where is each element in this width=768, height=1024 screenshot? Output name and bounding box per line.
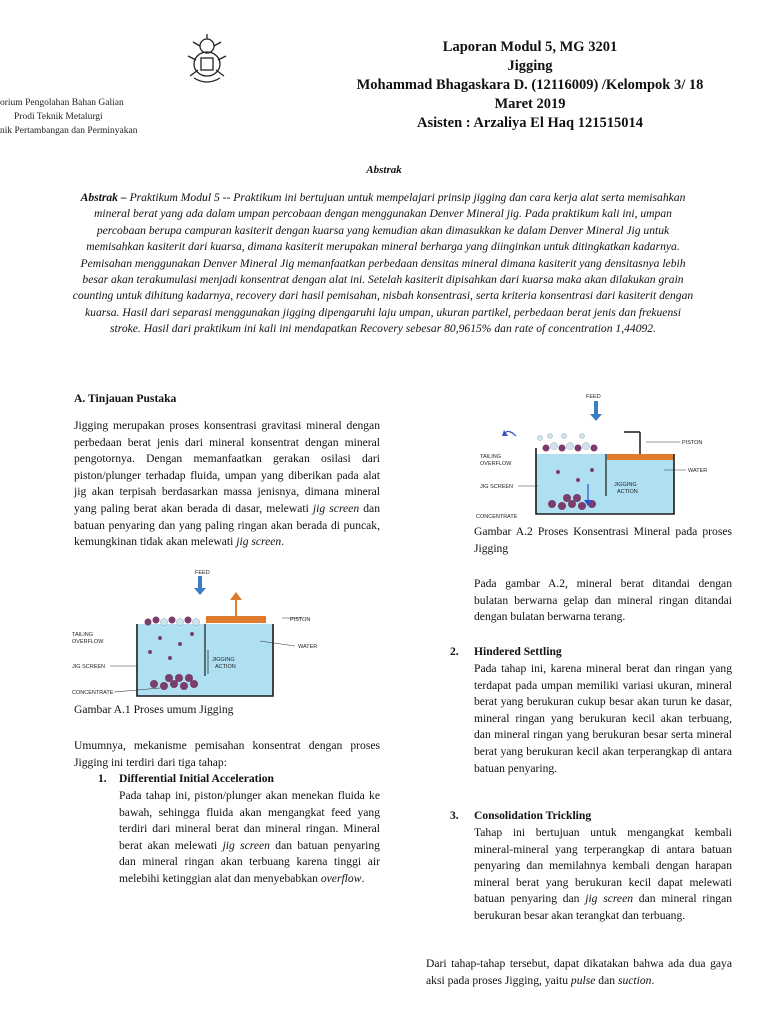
university-logo xyxy=(184,34,230,86)
item1-text: Pada tahap ini, piston/plunger akan menekan fluida ke bawah, sehingga fluida akan mengangkat feed yang terdiri dari mineral berat dan mineral ringan. Mineral berat akan melewati jig screen dan batuan penyaring dan mineral ringan akan terbuang karena tinggi air melebihi ketinggian alat dan menyebabkan overflow. xyxy=(119,789,380,885)
label-overflow: OVERFLOW xyxy=(72,639,104,645)
item2-text: Pada tahap ini, karena mineral berat dan ringan yang terdapat pada umpan memiliki variasi ukuran, mineral berat yang berukuran cukup besar akan turun ke dasar, mineral ringan yang berukuran kecil akan terbuang, dan mineral ringan yang berukuran besar serta mineral berat yang berukuran kecil akan terperangkap di antara batuan penyaring. xyxy=(474,662,732,775)
label-overflow-2: OVERFLOW xyxy=(480,461,512,467)
abstract-lead: Abstrak – xyxy=(80,191,127,204)
figure-a2-diagram xyxy=(474,392,714,522)
piston-2 xyxy=(607,454,673,460)
label-tailing: TAILING xyxy=(72,632,93,638)
author-line: Mohammad Bhagaskara D. (12116009) /Kelompok 3/ 18 xyxy=(356,77,704,93)
piston xyxy=(206,616,266,623)
item1-number: 1. xyxy=(98,772,107,785)
abstract-body xyxy=(72,190,694,338)
item1-title: Differential Initial Acceleration xyxy=(119,772,274,785)
label-feed: FEED xyxy=(195,570,210,576)
feed-arrow xyxy=(194,576,206,595)
assistant-line: Asisten : Arzaliya El Haq 121515014 xyxy=(417,115,643,131)
intro-paragraph: Jigging merupakan proses konsentrasi gravitasi mineral dengan perbedaan berat jenis dari mineral konsentrat dengan mineral pengotornya. Dengan memanfaatkan gerakan osilasi dari piston/plunger terhadap fluida, umpan yang diberikan pada alat jig akan terpisah berdasarkan massa jenisnya, dimana mineral yang paling berat akan berada di dasar, melewati jig screen dan batuan penyaring dan yang paling ringan akan berada di puncak, kemungkinan tidak akan melewati jig screen. xyxy=(74,419,380,549)
label-tailing-2: TAILING xyxy=(480,454,501,460)
figure-a1-caption: Gambar A.1 Proses umum Jigging xyxy=(74,703,234,716)
closing-paragraph: Dari tahap-tahap tersebut, dapat dikatakan bahwa ada dua gaya aksi pada proses Jigging, yaitu pulse dan suction. xyxy=(426,957,732,987)
label-jig-screen: JIG SCREEN xyxy=(72,664,106,670)
item3-number: 3. xyxy=(450,809,459,822)
label-concentrate-2: CONCENTRATE xyxy=(476,514,518,520)
date-line: Maret 2019 xyxy=(494,96,566,112)
label-water-2: WATER xyxy=(688,468,708,474)
label-jig-screen-2: JIG SCREEN xyxy=(480,484,514,490)
abstract-heading: Abstrak xyxy=(366,164,402,176)
abstract-text: Praktikum Modul 5 -- Praktikum ini bertujuan untuk mempelajari prinsip jigging dan cara kerja alat serta memisahkan mineral berat yang ada dalam umpan percobaan dengan menggunakan Denver Mineral jig. Pada praktikum kali ini, umpan percobaan berupa campuran kasiterit dengan kuarsa yang kemudian akan dimasukkan ke dalam Denver Mineral Jig untuk memisahkan kasiterit dari kuarsa, dimana kasiterit merupakan mineral berharga yang diinginkan untuk ditingkatkan kadarnya. Pemisahan menggunakan Denver Mineral Jig memanfaatkan perbedaan densitas mineral dimana kasiterit yang densitasnya lebih besar akan terakumulasi menjadi konsentrat dengan alat ini. Setelah kasiterit dipisahkan dari kuarsa maka akan dilakukan grain counting untuk dihitung kadarnya, recovery dari hasil pemisahan, nisbah konsentrasi, serta kriteria konsentrasi dari kasiterit dengan kuarsa. Hasil dari separasi menggunakan jigging dipengaruhi laju umpan, ukuran partikel, perbedaan berat jenis dan frekuensi stroke. Hasil dari praktikum ini kali ini mendapatkan Recovery sebesar 80,9615% dan rate of concentration 1,44092. xyxy=(72,191,694,336)
institution-line-2: Prodi Teknik Metalurgi xyxy=(14,112,103,122)
item2-title: Hindered Settling xyxy=(474,645,562,658)
report-subtitle: Jigging xyxy=(507,58,553,74)
label-action: ACTION xyxy=(215,664,236,670)
label-feed-2: FEED xyxy=(586,394,601,400)
item3-text: Tahap ini bertujuan untuk mengangkat kembali mineral-mineral yang terperangkap di antara batuan penyaring dan memilahnya kembali dengan harapan mineral berat yang berukuran kecil dapat melewati batuan penyaring dan jig screen dan mineral ringan berukuran besar akan terangkat dan terbuang. xyxy=(474,826,733,922)
mechanism-paragraph: Umumnya, mekanisme pemisahan konsentrat dengan proses Jigging ini terdiri dari tiga tahap: xyxy=(74,739,380,769)
figure-a2-caption: Gambar A.2 Proses Konsentrasi Mineral pada proses Jigging xyxy=(474,525,732,555)
section-title: A. Tinjauan Pustaka xyxy=(74,392,177,405)
institution-line-1: orium Pengolahan Bahan Galian xyxy=(0,98,124,108)
label-action-2: ACTION xyxy=(617,489,638,495)
label-piston-2: PISTON xyxy=(682,440,703,446)
water-tank-2 xyxy=(536,454,674,514)
institution-line-3: nik Pertambangan dan Perminyakan xyxy=(0,126,138,136)
figure-a1-diagram xyxy=(70,566,320,698)
figure-a2-explanation: Pada gambar A.2, mineral berat ditandai dengan bulatan berwarna gelap dan mineral ringan ditandai dengan bulatan berwarna terang. xyxy=(474,577,732,624)
label-water: WATER xyxy=(298,644,318,650)
report-title: Laporan Modul 5, MG 3201 xyxy=(442,39,618,55)
label-piston: PISTON xyxy=(290,617,311,623)
label-concentrate: CONCENTRATE xyxy=(72,690,114,696)
item3-title: Consolidation Trickling xyxy=(474,809,592,822)
feed-arrow-2 xyxy=(590,401,602,421)
item2-number: 2. xyxy=(450,645,459,658)
label-jigging-2: JIGGING xyxy=(614,482,637,488)
label-jigging: JIGGING xyxy=(212,657,235,663)
